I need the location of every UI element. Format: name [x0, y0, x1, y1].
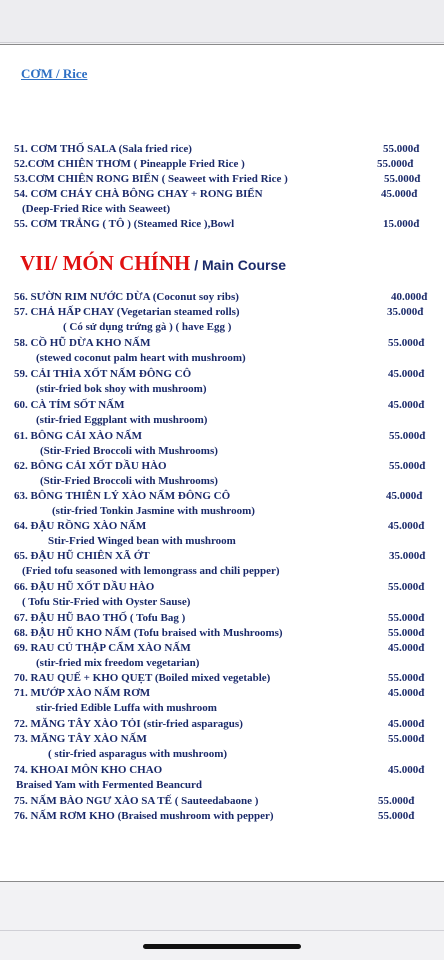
- main-course-item-text: 58. CỒ HŨ DỪA KHO NẤM: [14, 337, 151, 349]
- main-course-item-text: 71. MƯỚP XÀO NẤM RƠM: [14, 687, 151, 699]
- main-course-item-text: 63. BÔNG THIÊN LÝ XÀO NẤM ĐÔNG CÔ: [14, 490, 231, 502]
- main-course-item-price: 45.000đ: [386, 490, 423, 502]
- rice-section-heading: CƠM / Rice: [21, 66, 88, 81]
- main-course-item-text: 59. CẢI THÌA XỐT NẤM ĐÔNG CÔ: [14, 368, 192, 380]
- main-course-row: [0, 413, 444, 428]
- rice-item-price: 55.000đ: [384, 173, 421, 185]
- main-course-row: [0, 671, 444, 686]
- main-course-item-text: stir-fried Edible Luffa with mushroom: [36, 702, 217, 714]
- main-course-item-text: (stir-fried Tonkin Jasmine with mushroom): [52, 505, 255, 517]
- main-course-row: [0, 595, 444, 610]
- rice-item-text: 51. CƠM THỐ SALA (Sala fried rice): [14, 143, 192, 155]
- main-course-item-text: ( Tofu Stir-Fried with Oyster Sause): [22, 596, 191, 608]
- main-course-row: [0, 701, 444, 716]
- main-course-item-price: 35.000đ: [387, 306, 424, 318]
- main-course-item-price: 55.000đ: [378, 810, 415, 822]
- main-course-item-price: 55.000đ: [378, 795, 415, 807]
- main-course-heading: [20, 251, 286, 276]
- main-course-item-text: 68. ĐẬU HŨ KHO NẤM (Tofu braised with Mushrooms): [14, 627, 283, 639]
- main-course-heading-en: Main Course: [202, 257, 287, 273]
- main-course-row: [0, 549, 444, 564]
- main-course-row: [0, 429, 444, 444]
- main-course-row: [0, 367, 444, 382]
- main-course-item-text: 67. ĐẬU HŨ BAO THỐ ( Tofu Bag ): [14, 612, 186, 624]
- main-course-item-text: 73. MĂNG TÂY XÀO NẤM: [14, 733, 147, 745]
- rice-item-text: 52.CƠM CHIÊN THƠM ( Pineapple Fried Rice ): [14, 158, 245, 170]
- main-course-row: [0, 382, 444, 397]
- main-course-item-price: 55.000đ: [388, 627, 425, 639]
- main-course-item-price: 45.000đ: [388, 718, 425, 730]
- main-course-item-text: 64. ĐẬU RỒNG XÀO NẤM: [14, 520, 147, 532]
- main-course-row: [0, 611, 444, 626]
- main-course-item-text: (stewed coconut palm heart with mushroom): [36, 352, 246, 364]
- home-indicator[interactable]: [143, 944, 301, 949]
- main-course-row: [0, 459, 444, 474]
- main-course-item-price: 45.000đ: [388, 764, 425, 776]
- rice-row: [0, 157, 444, 172]
- main-course-item-price: 55.000đ: [388, 612, 425, 624]
- rice-item-price: 55.000đ: [377, 158, 414, 170]
- main-course-row: [0, 398, 444, 413]
- main-course-item-price: 45.000đ: [388, 399, 425, 411]
- main-course-item-text: 72. MĂNG TÂY XÀO TỎI (stir-fried asparagus): [14, 718, 243, 730]
- main-course-item-price: 55.000đ: [389, 430, 426, 442]
- main-course-row: [0, 809, 444, 824]
- main-course-item-text: (stir-fried Eggplant with mushroom): [36, 414, 208, 426]
- main-course-row: [0, 290, 444, 305]
- main-course-row: [0, 763, 444, 778]
- main-course-item-text: 69. RAU CỦ THẬP CẨM XÀO NẤM: [14, 642, 191, 654]
- main-course-item-text: ( Có sử dụng trứng gà ) ( have Egg ): [63, 321, 232, 333]
- main-course-item-text: 62. BÔNG CẢI XỐT DẦU HÀO: [14, 460, 167, 472]
- main-course-row: [0, 519, 444, 534]
- main-course-row: [0, 686, 444, 701]
- heading-separator: /: [190, 257, 203, 273]
- main-course-item-price: 45.000đ: [388, 687, 425, 699]
- main-course-item-price: 55.000đ: [388, 672, 425, 684]
- main-course-item-price: 40.000đ: [391, 291, 428, 303]
- main-course-item-price: 45.000đ: [388, 642, 425, 654]
- main-course-item-text: 76. NẤM RƠM KHO (Braised mushroom with pepper): [14, 810, 274, 822]
- rice-item-text: (Deep-Fried Rice with Seaweet): [22, 203, 171, 215]
- main-course-row: [0, 474, 444, 489]
- main-course-item-text: 66. ĐẬU HŨ XỐT DẦU HÀO: [14, 581, 155, 593]
- main-course-row: [0, 351, 444, 366]
- main-course-item-text: (stir-fried mix freedom vegetarian): [36, 657, 200, 669]
- main-course-item-price: 55.000đ: [388, 581, 425, 593]
- main-course-row: [0, 489, 444, 504]
- main-course-row: [0, 504, 444, 519]
- main-course-item-price: 55.000đ: [389, 460, 426, 472]
- main-course-row: [0, 626, 444, 641]
- main-course-item-price: 45.000đ: [388, 520, 425, 532]
- rice-item-text: 55. CƠM TRẮNG ( TÔ ) (Steamed Rice ),Bowl: [14, 218, 235, 230]
- main-course-row: [0, 444, 444, 459]
- main-course-item-text: 57. CHẢ HẤP CHAY (Vegetarian steamed rolls): [14, 306, 240, 318]
- main-course-row: [0, 564, 444, 579]
- rice-row: [0, 142, 444, 157]
- rice-item-price: 15.000đ: [383, 218, 420, 230]
- main-course-item-price: 55.000đ: [388, 337, 425, 349]
- bottom-divider: [0, 930, 444, 931]
- rice-item-text: 53.CƠM CHIÊN RONG BIỂN ( Seaweet with Fried Rice ): [14, 173, 288, 185]
- main-course-item-price: 35.000đ: [389, 550, 426, 562]
- main-course-item-text: 70. RAU QUẾ + KHO QUẸT (Boiled mixed vegetable): [14, 672, 271, 684]
- rice-item-price: 45.000đ: [381, 188, 418, 200]
- rice-row: [0, 202, 444, 217]
- main-course-heading-vn: VII/ MÓN CHÍNH: [20, 251, 191, 275]
- main-course-row: [0, 656, 444, 671]
- main-course-row: [0, 580, 444, 595]
- main-course-item-text: 74. KHOAI MÔN KHO CHAO: [14, 764, 163, 776]
- main-course-row: [0, 320, 444, 335]
- main-course-row: [0, 305, 444, 320]
- main-course-item-text: Braised Yam with Fermented Beancurd: [16, 779, 202, 791]
- main-course-item-text: ( stir-fried asparagus with mushroom): [48, 748, 228, 760]
- main-course-item-text: 61. BÔNG CẢI XÀO NẤM: [14, 430, 143, 442]
- main-course-item-text: (Stir-Fried Broccoli with Mushrooms): [40, 445, 218, 457]
- main-course-item-text: 75. NẤM BÀO NGƯ XÀO SA TẾ ( Sauteedabaone ): [14, 795, 259, 807]
- main-course-row: [0, 717, 444, 732]
- main-course-item-text: (Fried tofu seasoned with lemongrass and chili pepper): [22, 565, 280, 577]
- main-course-item-text: (Stir-Fried Broccoli with Mushrooms): [40, 475, 218, 487]
- main-course-item-text: (stir-fried bok shoy with mushroom): [36, 383, 207, 395]
- rice-row: [0, 217, 444, 232]
- main-course-item-text: 65. ĐẬU HŨ CHIÊN XÃ ỚT: [14, 550, 150, 562]
- rice-item-price: 55.000đ: [383, 143, 420, 155]
- main-course-row: [0, 794, 444, 809]
- main-course-row: [0, 732, 444, 747]
- main-course-item-text: 60. CÀ TÍM SỐT NẤM: [14, 399, 125, 411]
- main-course-item-price: 55.000đ: [388, 733, 425, 745]
- main-course-row: [0, 336, 444, 351]
- rice-row: [0, 187, 444, 202]
- main-course-item-text: 56. SƯỜN RIM NƯỚC DỪA (Coconut soy ribs): [14, 291, 239, 303]
- main-course-row: [0, 778, 444, 793]
- main-course-row: [0, 534, 444, 549]
- main-course-row: [0, 641, 444, 656]
- main-course-item-text: Stir-Fried Winged bean with mushroom: [48, 535, 236, 547]
- top-strip: [0, 0, 444, 43]
- main-course-item-price: 45.000đ: [388, 368, 425, 380]
- main-course-row: [0, 747, 444, 762]
- rice-row: [0, 172, 444, 187]
- rice-item-text: 54. CƠM CHÁY CHÀ BÔNG CHAY + RONG BIỂN: [14, 188, 263, 200]
